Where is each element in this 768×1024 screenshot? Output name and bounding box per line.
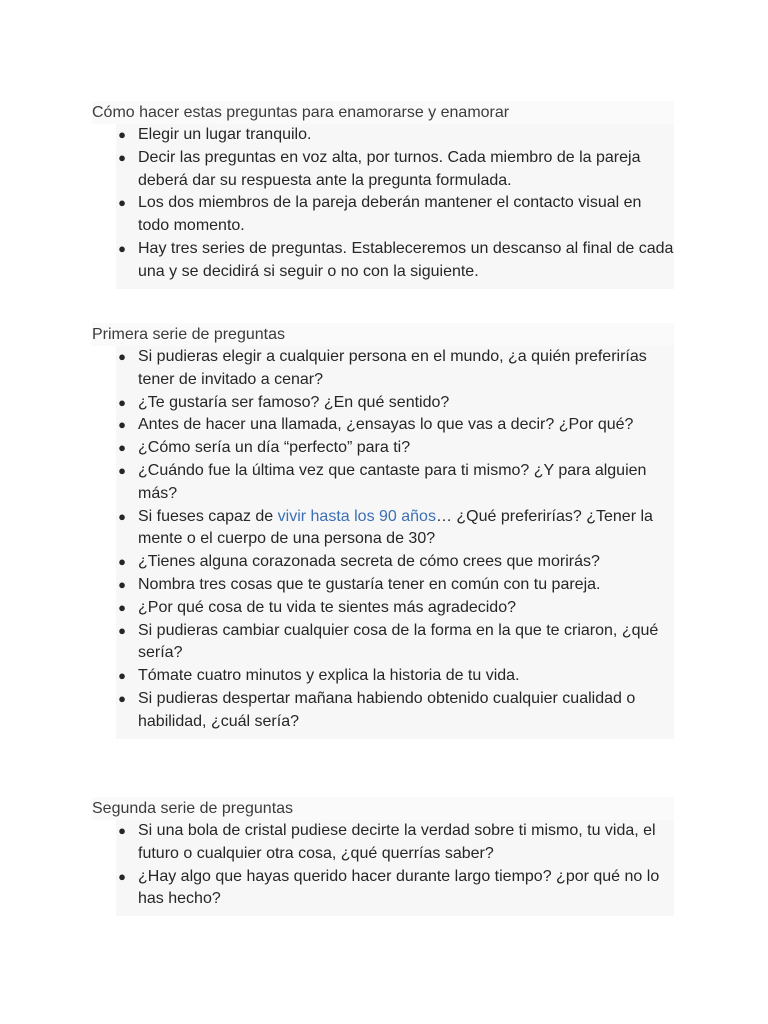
- list-item-text: … ¿Qué preferirías? ¿Tener la mente o el cuerpo de una persona de 30?: [138, 507, 653, 548]
- list-item: [116, 506, 674, 552]
- list-item-text: ¿Cómo sería un día “perfecto” para ti?: [138, 439, 411, 457]
- list-item-text: Si pudieras elegir a cualquier persona en el mundo, ¿a quién preferirías tener de invitado a cenar?: [138, 348, 647, 388]
- list-item-text: Elegir un lugar tranquilo.: [138, 126, 312, 143]
- list-item: [116, 551, 674, 574]
- bullet-icon: ●: [118, 554, 126, 570]
- bullet-icon: ●: [118, 599, 126, 615]
- section-first-series: [92, 323, 674, 739]
- bullet-icon: ●: [118, 868, 126, 884]
- list-item: [116, 460, 674, 506]
- list-item-text: Nombra tres cosas que te gustaría tener en común con tu pareja.: [138, 575, 601, 593]
- list-item: [116, 688, 674, 734]
- bullet-icon: ●: [118, 823, 126, 838]
- list-item: [116, 597, 674, 620]
- bullet-icon: ●: [118, 149, 126, 165]
- list-item-text: ¿Cuándo fue la última vez que cantaste para ti mismo? ¿Y para alguien más?: [138, 461, 647, 502]
- list-item-text: Si fueses capaz de: [138, 507, 278, 525]
- list-item: [116, 620, 674, 666]
- list-item: [116, 192, 674, 238]
- bullet-icon: ●: [118, 622, 126, 638]
- section-heading: Primera serie de preguntas: [92, 323, 674, 346]
- bullet-icon: ●: [118, 349, 126, 364]
- list-item-text: Si pudieras cambiar cualquier cosa de la forma en la que te criaron, ¿qué sería?: [138, 621, 659, 662]
- list-item: [116, 414, 674, 437]
- bullet-icon: ●: [118, 127, 126, 142]
- list-item-text: Si una bola de cristal pudiese decirte la verdad sobre ti mismo, tu vida, el futuro o cualquier otra cosa, ¿qué querrías saber?: [138, 822, 656, 862]
- list-item: [116, 437, 674, 460]
- list-item: [116, 866, 674, 912]
- section-second-series: [92, 797, 674, 916]
- list-item: [116, 238, 674, 284]
- list-item-text: Los dos miembros de la pareja deberán mantener el contacto visual en todo momento.: [138, 194, 642, 235]
- list-item: [116, 346, 674, 392]
- list-item: [116, 392, 674, 415]
- list-item-text: Hay tres series de preguntas. Estableceremos un descanso al final de cada una y se decidirá si seguir o no con la siguiente.: [138, 239, 674, 280]
- section-heading: Cómo hacer estas preguntas para enamorarse y enamorar: [92, 101, 674, 124]
- list-item: [116, 820, 674, 866]
- bullet-icon: ●: [118, 690, 126, 706]
- bullet-icon: ●: [118, 440, 126, 456]
- article-link[interactable]: vivir hasta los 90 años: [277, 507, 436, 525]
- bullet-icon: ●: [118, 668, 126, 684]
- bullet-list: [116, 346, 674, 739]
- list-item-text: Tómate cuatro minutos y explica la historia de tu vida.: [138, 667, 520, 685]
- list-item-text: Antes de hacer una llamada, ¿ensayas lo que vas a decir? ¿Por qué?: [138, 416, 634, 434]
- bullet-icon: ●: [118, 508, 126, 524]
- section-heading: Segunda serie de preguntas: [92, 797, 674, 820]
- list-item-text: ¿Por qué cosa de tu vida te sientes más agradecido?: [138, 598, 516, 616]
- list-item: [116, 665, 674, 688]
- list-item-text: ¿Te gustaría ser famoso? ¿En qué sentido?: [138, 393, 450, 411]
- bullet-icon: ●: [118, 576, 126, 592]
- list-item-text: ¿Tienes alguna corazonada secreta de cómo crees que morirás?: [138, 553, 600, 571]
- list-item-text: Si pudieras despertar mañana habiendo obtenido cualquier cualidad o habilidad, ¿cuál sería?: [138, 689, 636, 730]
- bullet-icon: ●: [118, 240, 126, 256]
- section-how-to-ask: [92, 101, 674, 289]
- bullet-icon: ●: [118, 394, 126, 410]
- bullet-icon: ●: [118, 195, 126, 211]
- bullet-icon: ●: [118, 417, 126, 433]
- list-item: [116, 574, 674, 597]
- list-item: [116, 147, 674, 193]
- bullet-list: [116, 820, 674, 916]
- list-item-text: ¿Hay algo que hayas querido hacer durante largo tiempo? ¿por qué no lo has hecho?: [138, 867, 660, 908]
- list-item-text: Decir las preguntas en voz alta, por turnos. Cada miembro de la pareja deberá dar su respuesta ante la pregunta formulada.: [138, 148, 641, 189]
- list-item: [116, 124, 674, 147]
- bullet-icon: ●: [118, 462, 126, 478]
- bullet-list: [116, 124, 674, 289]
